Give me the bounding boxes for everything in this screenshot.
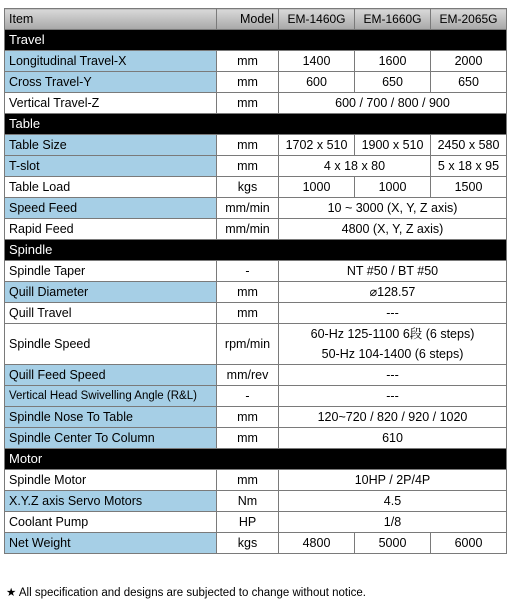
table-row bbox=[5, 177, 507, 198]
item-header: Item bbox=[5, 9, 217, 30]
row-value: 2000 bbox=[431, 51, 507, 72]
row-value: 2450 x 580 bbox=[431, 135, 507, 156]
row-value: 1900 x 510 bbox=[355, 135, 431, 156]
speed-60hz: 60-Hz 125-1100 6段 (6 steps) bbox=[310, 327, 475, 341]
row-value: 4.5 bbox=[279, 491, 507, 512]
row-label: Coolant Pump bbox=[5, 512, 217, 533]
section-table bbox=[5, 114, 507, 135]
row-value: 5 x 18 x 95 bbox=[431, 156, 507, 177]
row-unit: mm bbox=[217, 72, 279, 93]
section-motor bbox=[5, 449, 507, 470]
row-unit: mm bbox=[217, 282, 279, 303]
row-unit: HP bbox=[217, 512, 279, 533]
row-label: Speed Feed bbox=[5, 198, 217, 219]
section-title: Travel bbox=[5, 30, 507, 51]
row-value: 1400 bbox=[279, 51, 355, 72]
table-row bbox=[5, 198, 507, 219]
table-row bbox=[5, 303, 507, 324]
row-value: 10 ~ 3000 (X, Y, Z axis) bbox=[279, 198, 507, 219]
section-title: Spindle bbox=[5, 240, 507, 261]
row-unit: mm/rev bbox=[217, 365, 279, 386]
row-value: 120~720 / 820 / 920 / 1020 bbox=[279, 407, 507, 428]
row-value: ⌀128.57 bbox=[279, 282, 507, 303]
row-unit: mm bbox=[217, 428, 279, 449]
row-value: 1000 bbox=[279, 177, 355, 198]
row-unit: - bbox=[217, 261, 279, 282]
row-label: Spindle Speed bbox=[5, 324, 217, 365]
row-label: Spindle Motor bbox=[5, 470, 217, 491]
row-unit: mm/min bbox=[217, 219, 279, 240]
table-row bbox=[5, 386, 507, 407]
header-row bbox=[5, 9, 507, 30]
row-label: Quill Travel bbox=[5, 303, 217, 324]
row-value: 4 x 18 x 80 bbox=[279, 156, 431, 177]
table-row bbox=[5, 72, 507, 93]
row-value: 600 / 700 / 800 / 900 bbox=[279, 93, 507, 114]
row-unit: mm bbox=[217, 407, 279, 428]
row-value bbox=[279, 324, 507, 365]
table-row bbox=[5, 219, 507, 240]
row-label: T-slot bbox=[5, 156, 217, 177]
row-value: --- bbox=[279, 386, 507, 407]
row-label: Vertical Travel-Z bbox=[5, 93, 217, 114]
model-header: Model bbox=[217, 9, 279, 30]
row-label: Quill Diameter bbox=[5, 282, 217, 303]
row-unit: mm bbox=[217, 303, 279, 324]
table-row bbox=[5, 533, 507, 554]
speed-50hz: 50-Hz 104-1400 (6 steps) bbox=[321, 347, 464, 361]
table-row bbox=[5, 365, 507, 386]
row-label: Vertical Head Swivelling Angle (R&L) bbox=[5, 386, 217, 407]
table-row bbox=[5, 282, 507, 303]
row-value: 650 bbox=[355, 72, 431, 93]
row-label: Quill Feed Speed bbox=[5, 365, 217, 386]
table-row bbox=[5, 407, 507, 428]
row-value: --- bbox=[279, 365, 507, 386]
row-value: --- bbox=[279, 303, 507, 324]
row-value: 4800 bbox=[279, 533, 355, 554]
section-title: Motor bbox=[5, 449, 507, 470]
row-unit: mm bbox=[217, 135, 279, 156]
row-value: 600 bbox=[279, 72, 355, 93]
row-value: 1000 bbox=[355, 177, 431, 198]
row-unit: mm bbox=[217, 156, 279, 177]
row-label: Spindle Taper bbox=[5, 261, 217, 282]
row-value: 1702 x 510 bbox=[279, 135, 355, 156]
row-unit: mm bbox=[217, 93, 279, 114]
row-value: 650 bbox=[431, 72, 507, 93]
footnote: ★ All specification and designs are subjected to change without notice. bbox=[6, 587, 367, 599]
model-em-1660g: EM-1660G bbox=[355, 9, 431, 30]
row-unit: kgs bbox=[217, 177, 279, 198]
table-row bbox=[5, 491, 507, 512]
table-row bbox=[5, 324, 507, 365]
row-unit: mm bbox=[217, 51, 279, 72]
table-row bbox=[5, 135, 507, 156]
table-row bbox=[5, 156, 507, 177]
row-value: 6000 bbox=[431, 533, 507, 554]
row-value: 5000 bbox=[355, 533, 431, 554]
row-label: Spindle Center To Column bbox=[5, 428, 217, 449]
section-spindle bbox=[5, 240, 507, 261]
table-row bbox=[5, 261, 507, 282]
row-label: Table Load bbox=[5, 177, 217, 198]
section-title: Table bbox=[5, 114, 507, 135]
row-unit: - bbox=[217, 386, 279, 407]
row-label: Spindle Nose To Table bbox=[5, 407, 217, 428]
row-value: 1500 bbox=[431, 177, 507, 198]
row-unit: mm/min bbox=[217, 198, 279, 219]
row-value: NT #50 / BT #50 bbox=[279, 261, 507, 282]
row-label: Table Size bbox=[5, 135, 217, 156]
table-row bbox=[5, 93, 507, 114]
row-label: Net Weight bbox=[5, 533, 217, 554]
row-value: 1600 bbox=[355, 51, 431, 72]
row-unit: mm bbox=[217, 470, 279, 491]
row-label: Rapid Feed bbox=[5, 219, 217, 240]
table-row bbox=[5, 512, 507, 533]
row-value: 610 bbox=[279, 428, 507, 449]
row-unit: Nm bbox=[217, 491, 279, 512]
section-travel bbox=[5, 30, 507, 51]
row-value: 10HP / 2P/4P bbox=[279, 470, 507, 491]
row-value: 4800 (X, Y, Z axis) bbox=[279, 219, 507, 240]
table-row bbox=[5, 51, 507, 72]
row-label: Longitudinal Travel-X bbox=[5, 51, 217, 72]
table-row bbox=[5, 470, 507, 491]
row-label: X.Y.Z axis Servo Motors bbox=[5, 491, 217, 512]
row-unit: rpm/min bbox=[217, 324, 279, 365]
row-label: Cross Travel-Y bbox=[5, 72, 217, 93]
model-em-2065g: EM-2065G bbox=[431, 9, 507, 30]
row-value: 1/8 bbox=[279, 512, 507, 533]
spec-table bbox=[4, 8, 507, 554]
row-unit: kgs bbox=[217, 533, 279, 554]
table-row bbox=[5, 428, 507, 449]
model-em-1460g: EM-1460G bbox=[279, 9, 355, 30]
